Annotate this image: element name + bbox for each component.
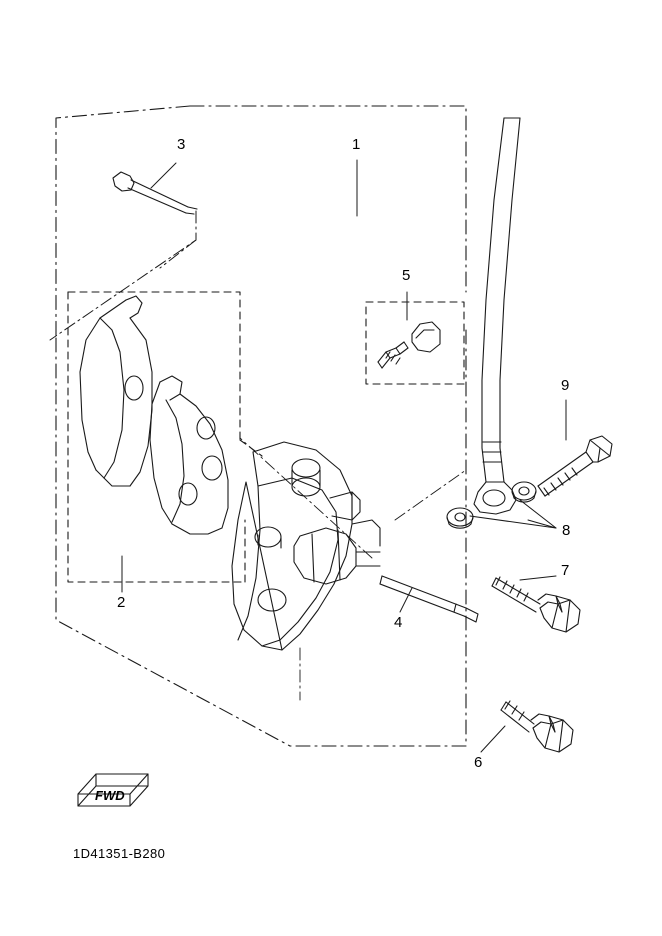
group-boundary-2 xyxy=(68,292,262,582)
callout-6: 6 xyxy=(474,754,483,771)
group-boundary-1 xyxy=(56,106,466,746)
callout-8: 8 xyxy=(562,522,571,539)
callout-7: 7 xyxy=(561,562,570,579)
callout-leaders xyxy=(122,160,566,752)
part-mounting-bolt-lower xyxy=(501,701,573,752)
part-copper-washer-upper xyxy=(512,482,536,502)
part-caliper-body xyxy=(232,442,380,650)
callout-2: 2 xyxy=(117,594,126,611)
callout-4: 4 xyxy=(394,614,403,631)
part-union-bolt xyxy=(538,436,612,496)
part-bleed-screw xyxy=(378,342,408,368)
part-brake-pad-inner xyxy=(150,376,228,534)
part-mounting-bolt-upper xyxy=(492,577,580,632)
part-cotter-pin xyxy=(113,172,197,214)
part-copper-washer-lower xyxy=(447,508,473,528)
callout-1: 1 xyxy=(352,136,361,153)
fwd-direction-label: FWD xyxy=(95,788,125,803)
callout-3: 3 xyxy=(177,136,186,153)
part-brake-hose xyxy=(474,118,520,514)
part-brake-pad-outer xyxy=(80,296,152,486)
cotter-pin-assembly-line xyxy=(50,211,196,340)
callout-9: 9 xyxy=(561,377,570,394)
callout-5: 5 xyxy=(402,267,411,284)
group-boundary-5 xyxy=(366,302,464,384)
part-bleed-cap xyxy=(412,322,440,352)
part-code-label: 1D41351-B280 xyxy=(73,846,166,861)
